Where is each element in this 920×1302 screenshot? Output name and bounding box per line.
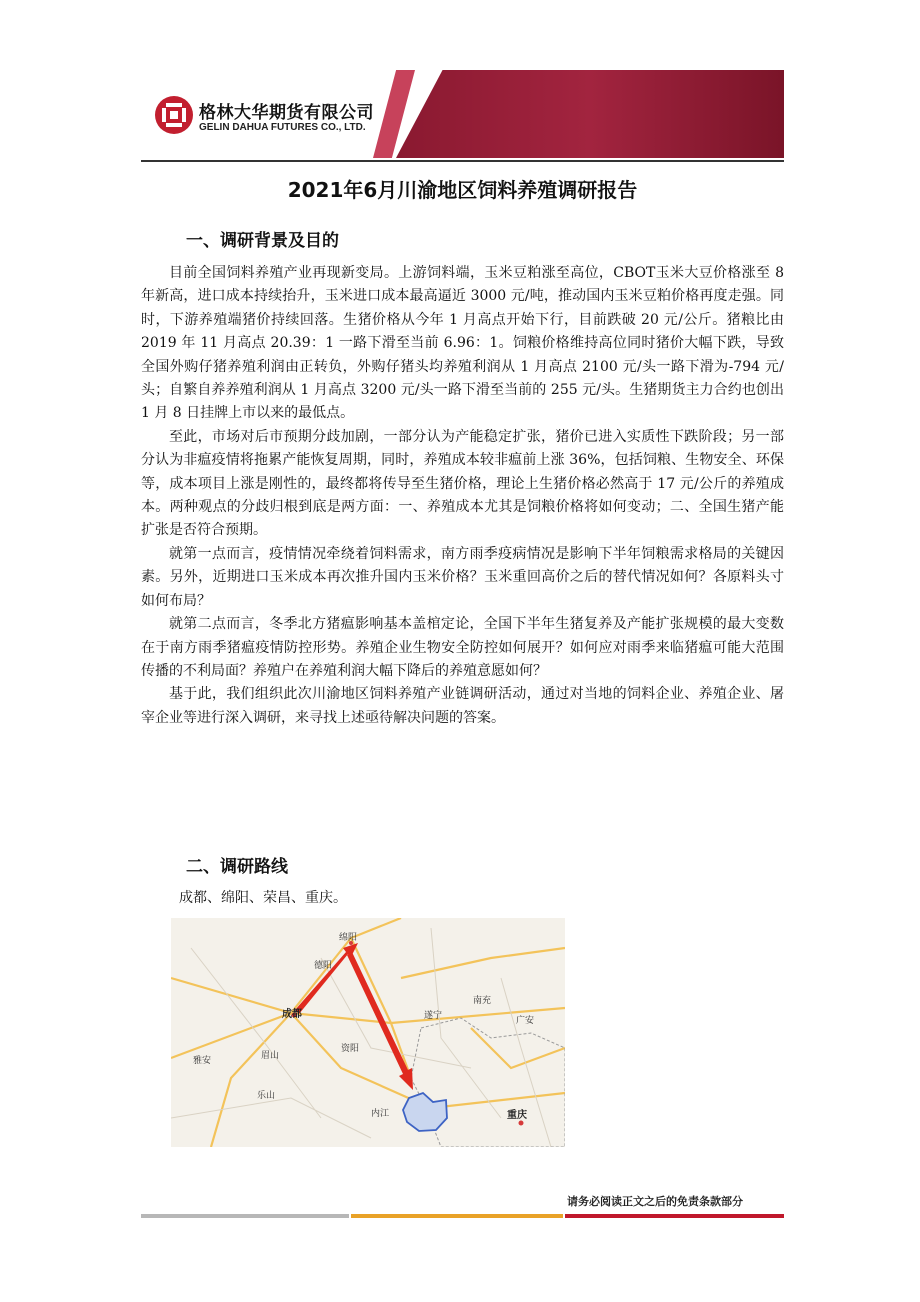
header-divider	[141, 160, 784, 162]
section-heading-background: 一、调研背景及目的	[186, 231, 339, 251]
map-label: 眉山	[261, 1051, 280, 1061]
disclaimer-note: 请务必阅读正文之后的免责条款部分	[567, 1195, 743, 1208]
paragraph: 就第一点而言，疫情情况牵绕着饲料需求，南方雨季疫病情况是影响下半年饲粮需求格局的关键因素。另外，近期进口玉米成本再次推升国内玉米价格？玉米重回高价之后的替代情况如何？各原料头寸如何布局？	[141, 545, 784, 609]
company-name-en: GELIN DAHUA FUTURES CO., LTD.	[199, 122, 366, 133]
highlighted-area-rongchang	[403, 1093, 447, 1131]
map-label: 广安	[516, 1016, 535, 1026]
header-banner	[396, 70, 784, 158]
paragraph: 基于此，我们组织此次川渝地区饲料养殖产业链调研活动，通过对当地的饲料企业、养殖企业、屠宰企业等进行深入调研，来寻找上述亟待解决问题的答案。	[141, 686, 784, 726]
company-name-cn: 格林大华期货有限公司	[199, 103, 374, 123]
map-graphic	[171, 918, 565, 1147]
route-map	[171, 918, 565, 1147]
map-label: 绵阳	[339, 933, 358, 943]
footer-bar-gray	[141, 1214, 349, 1218]
page-header	[141, 70, 784, 158]
section-body-background	[141, 262, 784, 730]
map-label: 遂宁	[424, 1011, 443, 1021]
page-title: 2021年6月川渝地区饲料养殖调研报告	[287, 178, 638, 202]
route-text: 成都、绵阳、荣昌、重庆。	[179, 890, 347, 906]
company-logo-icon	[153, 94, 195, 136]
map-label: 重庆	[507, 1110, 527, 1121]
paragraph: 目前全国饲料养殖产业再现新变局。上游饲料端，玉米豆粕涨至高位，CBOT玉米大豆价格涨至 8 年新高，进口成本持续抬升，玉米进口成本最高逼近 3000 元/吨，推动国内玉米豆粕价格再度走强。同时，下游养殖端猪价持续回落。生猪价格从今年 1 月高点开始下行，目前跌破 20 元/公斤。猪粮比由 2019 年 11 月高点 20.39：1 一路下滑至当前 6.96：1。饲粮价格维持高位同时猪价大幅下跌，导致全国外购仔猪养殖利润由正转负，外购仔猪头均养殖利润从 1 月高点 2100 元/头一路下滑为-794 元/头；自繁自养养殖利润从 1 月高点 3200 元/头一路下滑至当前的 255 元/头。生猪期货主力合约也创出 1 月 8 日挂牌上市以来的最低点。	[141, 265, 784, 422]
footer-bar-orange	[351, 1214, 563, 1218]
map-roads	[171, 918, 565, 1147]
map-label: 南充	[473, 996, 492, 1006]
route-arrow-chengdu-mianyang	[295, 943, 358, 1014]
map-label: 雅安	[193, 1056, 212, 1066]
map-label: 乐山	[257, 1091, 276, 1101]
paragraph: 至此，市场对后市预期分歧加剧，一部分认为产能稳定扩张，猪价已进入实质性下跌阶段；另一部分认为非瘟疫情将拖累产能恢复周期，同时，养殖成本较非瘟前上涨 36%，包括饲粮、生物安全、环保等，成本项目上涨是刚性的，最终都将传导至生猪价格，理论上生猪价格必然高于 17 元/公斤的养殖成本。两种观点的分歧归根到底是两方面：一、养殖成本尤其是饲粮价格将如何变动；二、全国生猪产能扩张是否符合预期。	[141, 428, 784, 539]
section-heading-route: 二、调研路线	[186, 857, 288, 877]
map-label: 成都	[282, 1009, 302, 1020]
map-label: 资阳	[341, 1044, 360, 1054]
footer-bar-red	[565, 1214, 784, 1218]
paragraph: 就第二点而言，冬季北方猪瘟影响基本盖棺定论，全国下半年生猪复养及产能扩张规模的最大变数在于南方雨季猪瘟疫情防控形势。养殖企业生物安全防控如何展开？如何应对雨季来临猪瘟可能大范围传播的不利局面？养殖户在养殖利润大幅下降后的养殖意愿如何？	[141, 616, 784, 679]
map-label: 德阳	[314, 961, 333, 971]
map-label: 内江	[371, 1109, 390, 1119]
